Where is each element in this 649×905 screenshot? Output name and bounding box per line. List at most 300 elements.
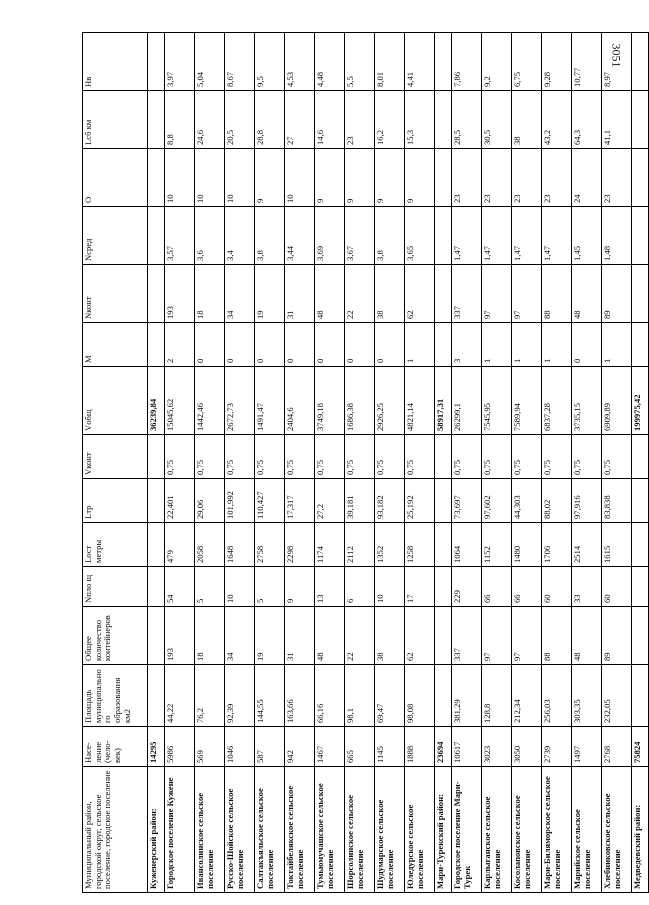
- table-row: [405, 33, 435, 893]
- table-cell: 76,2: [195, 665, 225, 727]
- column-header: Lтр: [83, 479, 148, 523]
- table-cell: 337: [452, 265, 482, 323]
- table-cell: 2926,25: [375, 367, 405, 435]
- table-cell: 1145: [375, 727, 405, 767]
- table-cell: 3735,15: [572, 367, 602, 435]
- table-cell: 34: [225, 265, 255, 323]
- column-header: Vобщ: [83, 367, 148, 435]
- table-cell: [632, 91, 649, 149]
- table-cell: 38: [375, 265, 405, 323]
- table-cell: 0,75: [345, 435, 375, 479]
- waste-container-table: [82, 32, 649, 893]
- table-cell: 0,75: [165, 435, 195, 479]
- table-cell: 5: [195, 567, 225, 607]
- table-cell: [435, 265, 452, 323]
- table-cell: [148, 91, 165, 149]
- table-cell: 4821,14: [405, 367, 435, 435]
- table-cell: 98,08: [405, 665, 435, 727]
- table-row: [195, 33, 225, 893]
- table-cell: 38: [512, 91, 542, 149]
- settlement-name-cell: Салтакъяльское сельское поселение: [255, 767, 285, 893]
- table-cell: 1174: [315, 523, 345, 567]
- settlement-name-cell: Городское поселение Кужене: [165, 767, 195, 893]
- table-cell: 0,75: [512, 435, 542, 479]
- table-cell: 7,86: [452, 33, 482, 91]
- table-cell: [435, 149, 452, 207]
- table-cell: 101,992: [225, 479, 255, 523]
- table-cell: 93,182: [375, 479, 405, 523]
- table-cell: 1,47: [452, 207, 482, 265]
- table-cell: [632, 607, 649, 665]
- column-header: Vконт: [83, 435, 148, 479]
- table-header-row: [83, 33, 148, 893]
- table-cell: 229: [452, 567, 482, 607]
- table-cell: 25,192: [405, 479, 435, 523]
- table-cell: 10617: [452, 727, 482, 767]
- table-row: [482, 33, 512, 893]
- table-cell: 88: [542, 265, 572, 323]
- table-row: [165, 33, 195, 893]
- column-header: M: [83, 323, 148, 367]
- table-cell: 5: [255, 567, 285, 607]
- table-cell: 3050: [512, 727, 542, 767]
- table-cell: 1,47: [512, 207, 542, 265]
- table-cell: 4,48: [315, 33, 345, 91]
- table-cell: [435, 207, 452, 265]
- table-cell: 1648: [225, 523, 255, 567]
- table-cell: 3,8: [375, 207, 405, 265]
- table-cell: [148, 207, 165, 265]
- table-cell: 97: [482, 265, 512, 323]
- region-total-row: [148, 33, 165, 893]
- table-cell: 665: [345, 727, 375, 767]
- table-cell: [632, 33, 649, 91]
- table-cell: 8,97: [602, 33, 632, 91]
- table-cell: [435, 33, 452, 91]
- table-cell: 5,04: [195, 33, 225, 91]
- table-cell: 9: [255, 149, 285, 207]
- table-cell: 0,75: [542, 435, 572, 479]
- table-row: [542, 33, 572, 893]
- table-cell: 1,45: [572, 207, 602, 265]
- table-cell: 256,03: [542, 665, 572, 727]
- column-header: Nсред: [83, 207, 148, 265]
- table-cell: 23694: [435, 727, 452, 767]
- table-cell: 89: [602, 265, 632, 323]
- table-cell: 98,1: [345, 665, 375, 727]
- table-cell: 3,8: [255, 207, 285, 265]
- table-cell: 2298: [285, 523, 315, 567]
- table-cell: [632, 265, 649, 323]
- column-header: Муниципальный район, городской округ, сельское поселение, городское поселение: [83, 767, 148, 893]
- table-cell: 3,69: [315, 207, 345, 265]
- table-cell: 0: [255, 323, 285, 367]
- table-cell: 17,317: [285, 479, 315, 523]
- table-cell: 16,2: [375, 91, 405, 149]
- table-cell: [632, 149, 649, 207]
- table-cell: 8,8: [165, 91, 195, 149]
- table-cell: 5986: [165, 727, 195, 767]
- table-cell: 2058: [195, 523, 225, 567]
- table-cell: 7589,94: [512, 367, 542, 435]
- table-cell: 3,44: [285, 207, 315, 265]
- table-cell: 193: [165, 265, 195, 323]
- table-cell: 1: [405, 323, 435, 367]
- table-cell: 110,427: [255, 479, 285, 523]
- table-cell: 17: [405, 567, 435, 607]
- table-cell: 381,29: [452, 665, 482, 727]
- table-cell: [632, 207, 649, 265]
- table-cell: 97,916: [572, 479, 602, 523]
- table-cell: 1615: [602, 523, 632, 567]
- table-cell: 1046: [225, 727, 255, 767]
- table-cell: 97: [482, 607, 512, 665]
- table-cell: 23: [602, 149, 632, 207]
- table-cell: [632, 479, 649, 523]
- table-cell: 3: [452, 323, 482, 367]
- table-cell: 60: [542, 567, 572, 607]
- table-cell: [435, 323, 452, 367]
- table-cell: 3,97: [165, 33, 195, 91]
- region-total-row: [435, 33, 452, 893]
- table-cell: 1: [602, 323, 632, 367]
- table-cell: 232,05: [602, 665, 632, 727]
- table-cell: 212,34: [512, 665, 542, 727]
- table-row: [255, 33, 285, 893]
- table-cell: 6: [345, 567, 375, 607]
- table-cell: 587: [255, 727, 285, 767]
- table-cell: 1064: [452, 523, 482, 567]
- table-cell: 0: [375, 323, 405, 367]
- table-cell: 24,6: [195, 91, 225, 149]
- table-cell: 479: [165, 523, 195, 567]
- table-cell: 43,2: [542, 91, 572, 149]
- table-cell: 4,53: [285, 33, 315, 91]
- table-cell: 303,35: [572, 665, 602, 727]
- settlement-name-cell: Городское поселение Мари-Турек: [452, 767, 482, 893]
- table-cell: 48: [572, 607, 602, 665]
- column-header: Нв: [83, 33, 148, 91]
- table-cell: 3,65: [405, 207, 435, 265]
- table-cell: 48: [572, 265, 602, 323]
- table-cell: 92,39: [225, 665, 255, 727]
- table-cell: 28,5: [452, 91, 482, 149]
- table-cell: 64,3: [572, 91, 602, 149]
- table-cell: 10: [285, 149, 315, 207]
- table-cell: 3,67: [345, 207, 375, 265]
- table-cell: 60: [602, 567, 632, 607]
- table-cell: 0,75: [375, 435, 405, 479]
- settlement-name-cell: Шорсолинское сельское поселение: [345, 767, 375, 893]
- settlement-name-cell: Русско-Шойское сельское поселение: [225, 767, 255, 893]
- table-cell: 1: [542, 323, 572, 367]
- table-row: [512, 33, 542, 893]
- table-cell: 9: [315, 149, 345, 207]
- table-cell: 199975,42: [632, 367, 649, 435]
- column-header: Насе-ление (чело-век): [83, 727, 148, 767]
- table-cell: 69,47: [375, 665, 405, 727]
- table-cell: [148, 33, 165, 91]
- table-cell: 89: [602, 607, 632, 665]
- table-cell: 9,5: [255, 33, 285, 91]
- table-cell: 2112: [345, 523, 375, 567]
- table-cell: 9: [405, 149, 435, 207]
- table-cell: 0,75: [482, 435, 512, 479]
- table-cell: 88: [542, 607, 572, 665]
- table-cell: 88,02: [542, 479, 572, 523]
- table-cell: 0,75: [602, 435, 632, 479]
- settlement-name-cell: Куженерский район:: [148, 767, 165, 893]
- table-cell: 18: [195, 607, 225, 665]
- column-header: Площадь муниципального образования км2: [83, 665, 148, 727]
- table-cell: 97,602: [482, 479, 512, 523]
- table-cell: 44,303: [512, 479, 542, 523]
- table-cell: 27: [285, 91, 315, 149]
- table-cell: 337: [452, 607, 482, 665]
- page-number: 3051: [609, 43, 624, 68]
- table-cell: 62: [405, 607, 435, 665]
- table-cell: 30,5: [482, 91, 512, 149]
- settlement-name-cell: Токтайбелякское сельское поселение: [285, 767, 315, 893]
- table-cell: 10: [225, 567, 255, 607]
- table-cell: 0,75: [225, 435, 255, 479]
- table-cell: 8,67: [225, 33, 255, 91]
- table-cell: 31: [285, 607, 315, 665]
- table-cell: [148, 567, 165, 607]
- table-cell: [148, 149, 165, 207]
- table-cell: 5,5: [345, 33, 375, 91]
- table-cell: [435, 665, 452, 727]
- table-cell: 14295: [148, 727, 165, 767]
- table-cell: 24: [572, 149, 602, 207]
- table-cell: 0: [315, 323, 345, 367]
- settlement-name-cell: Шудумарское сельское поселение: [375, 767, 405, 893]
- table-cell: 0: [345, 323, 375, 367]
- table-cell: 1686,38: [345, 367, 375, 435]
- table-cell: 6909,89: [602, 367, 632, 435]
- table-cell: 10: [165, 149, 195, 207]
- table-cell: [148, 479, 165, 523]
- table-cell: 10: [225, 149, 255, 207]
- table-cell: 23: [345, 91, 375, 149]
- table-cell: 22: [345, 265, 375, 323]
- table-cell: 10,77: [572, 33, 602, 91]
- settlement-name-cell: Марийское сельское поселение: [572, 767, 602, 893]
- table-cell: [435, 523, 452, 567]
- table-cell: 13: [315, 567, 345, 607]
- table-cell: 34: [225, 607, 255, 665]
- table-cell: 58917,31: [435, 367, 452, 435]
- table-cell: 29,06: [195, 479, 225, 523]
- table-cell: 66: [512, 567, 542, 607]
- table-cell: 3023: [482, 727, 512, 767]
- table-cell: 0: [225, 323, 255, 367]
- column-header: O: [83, 149, 148, 207]
- table-cell: 0,75: [255, 435, 285, 479]
- table-cell: 1,47: [482, 207, 512, 265]
- table-cell: 1467: [315, 727, 345, 767]
- table-cell: 27,2: [315, 479, 345, 523]
- table-cell: 1491,47: [255, 367, 285, 435]
- table-cell: [148, 665, 165, 727]
- table-cell: 942: [285, 727, 315, 767]
- table-cell: 54: [165, 567, 195, 607]
- column-header: Общее количество контейнеров: [83, 607, 148, 665]
- table-cell: 73,697: [452, 479, 482, 523]
- table-cell: 1152: [482, 523, 512, 567]
- settlement-name-cell: Тумьюмучашское сельское поселение: [315, 767, 345, 893]
- table-cell: 62: [405, 265, 435, 323]
- table-cell: 193: [165, 607, 195, 665]
- table-cell: 28,8: [255, 91, 285, 149]
- table-cell: [435, 567, 452, 607]
- table-cell: 1: [482, 323, 512, 367]
- table-cell: 14,6: [315, 91, 345, 149]
- table-cell: 2514: [572, 523, 602, 567]
- table-row: [315, 33, 345, 893]
- settlement-name-cell: Косолаповское сельское поселение: [512, 767, 542, 893]
- table-row: [375, 33, 405, 893]
- table-body: [148, 33, 649, 893]
- column-header: Nконт: [83, 265, 148, 323]
- table-cell: 9: [345, 149, 375, 207]
- table-cell: 0,75: [405, 435, 435, 479]
- table-cell: 3,57: [165, 207, 195, 265]
- table-cell: [148, 323, 165, 367]
- column-header: Lост метры: [83, 523, 148, 567]
- settlement-name-cell: Ивансолинское сельское поселение: [195, 767, 225, 893]
- table-cell: 1: [512, 323, 542, 367]
- table-cell: 1,48: [602, 207, 632, 265]
- table-cell: 1497: [572, 727, 602, 767]
- table-cell: 97: [512, 265, 542, 323]
- table-row: [572, 33, 602, 893]
- table-cell: 9,2: [482, 33, 512, 91]
- table-cell: 15,3: [405, 91, 435, 149]
- table-cell: 0,75: [315, 435, 345, 479]
- table-cell: 31: [285, 265, 315, 323]
- table-cell: 23: [482, 149, 512, 207]
- table-cell: 128,8: [482, 665, 512, 727]
- table-cell: 2672,73: [225, 367, 255, 435]
- table-row: [452, 33, 482, 893]
- table-cell: 4,41: [405, 33, 435, 91]
- table-cell: 23: [452, 149, 482, 207]
- table-cell: 0,75: [572, 435, 602, 479]
- table-cell: 6837,28: [542, 367, 572, 435]
- table-cell: 15045,62: [165, 367, 195, 435]
- table-cell: 44,22: [165, 665, 195, 727]
- table-cell: [435, 435, 452, 479]
- table-cell: 18: [195, 265, 225, 323]
- table-cell: 48: [315, 607, 345, 665]
- table-cell: 33: [572, 567, 602, 607]
- table-row: [285, 33, 315, 893]
- table-cell: 0,75: [285, 435, 315, 479]
- table-cell: 75824: [632, 727, 649, 767]
- table-cell: [148, 523, 165, 567]
- table-cell: 66,16: [315, 665, 345, 727]
- table-cell: 66: [482, 567, 512, 607]
- table-cell: 163,66: [285, 665, 315, 727]
- table-cell: [435, 607, 452, 665]
- table-cell: 2739: [542, 727, 572, 767]
- column-header: Lсб км: [83, 91, 148, 149]
- table-cell: 22,401: [165, 479, 195, 523]
- settlement-name-cell: Хлебниковское сельское поселение: [602, 767, 632, 893]
- table-cell: 23: [512, 149, 542, 207]
- table-cell: 2404,6: [285, 367, 315, 435]
- table-cell: [632, 323, 649, 367]
- table-row: [225, 33, 255, 893]
- table-cell: 38: [375, 607, 405, 665]
- table-cell: 7545,95: [482, 367, 512, 435]
- table-cell: 6,75: [512, 33, 542, 91]
- table-cell: [148, 607, 165, 665]
- table-cell: 9: [285, 567, 315, 607]
- table-cell: 19: [255, 265, 285, 323]
- table-cell: 1888: [405, 727, 435, 767]
- table-cell: 3,6: [195, 207, 225, 265]
- table-cell: 0,75: [195, 435, 225, 479]
- table-cell: [632, 567, 649, 607]
- table-cell: 10: [375, 567, 405, 607]
- settlement-name-cell: Мари-Турекский район:: [435, 767, 452, 893]
- table-cell: 23: [542, 149, 572, 207]
- table-cell: 2: [165, 323, 195, 367]
- table-cell: 144,55: [255, 665, 285, 727]
- settlement-name-cell: Юледурское сельское поселение: [405, 767, 435, 893]
- table-cell: 569: [195, 727, 225, 767]
- table-cell: 20,5: [225, 91, 255, 149]
- table-cell: 0: [285, 323, 315, 367]
- table-cell: 22: [345, 607, 375, 665]
- table-cell: [148, 435, 165, 479]
- region-total-row: [632, 33, 649, 893]
- table-cell: [435, 91, 452, 149]
- table-cell: 1352: [375, 523, 405, 567]
- table-cell: 48: [315, 265, 345, 323]
- table-cell: [148, 265, 165, 323]
- table-cell: 2758: [255, 523, 285, 567]
- settlement-name-cell: Мари-Биляморское сельское поселение: [542, 767, 572, 893]
- table-cell: 41,1: [602, 91, 632, 149]
- table-cell: 36239,84: [148, 367, 165, 435]
- table-row: [345, 33, 375, 893]
- table-cell: 0,75: [452, 435, 482, 479]
- table-cell: [632, 665, 649, 727]
- table-cell: 97: [512, 607, 542, 665]
- table-cell: 26299,1: [452, 367, 482, 435]
- table-cell: 1258: [405, 523, 435, 567]
- table-cell: 9: [375, 149, 405, 207]
- table-cell: 1,47: [542, 207, 572, 265]
- table-cell: 2768: [602, 727, 632, 767]
- table-cell: 10: [195, 149, 225, 207]
- settlement-name-cell: Медведевский район:: [632, 767, 649, 893]
- table-cell: 9,28: [542, 33, 572, 91]
- table-cell: 1480: [512, 523, 542, 567]
- table-cell: 83,838: [602, 479, 632, 523]
- table-cell: 0: [572, 323, 602, 367]
- table-cell: [632, 435, 649, 479]
- column-header: Nпло щ: [83, 567, 148, 607]
- table-cell: 19: [255, 607, 285, 665]
- table-cell: 0: [195, 323, 225, 367]
- table-cell: [435, 479, 452, 523]
- table-row: [602, 33, 632, 893]
- table-cell: 1706: [542, 523, 572, 567]
